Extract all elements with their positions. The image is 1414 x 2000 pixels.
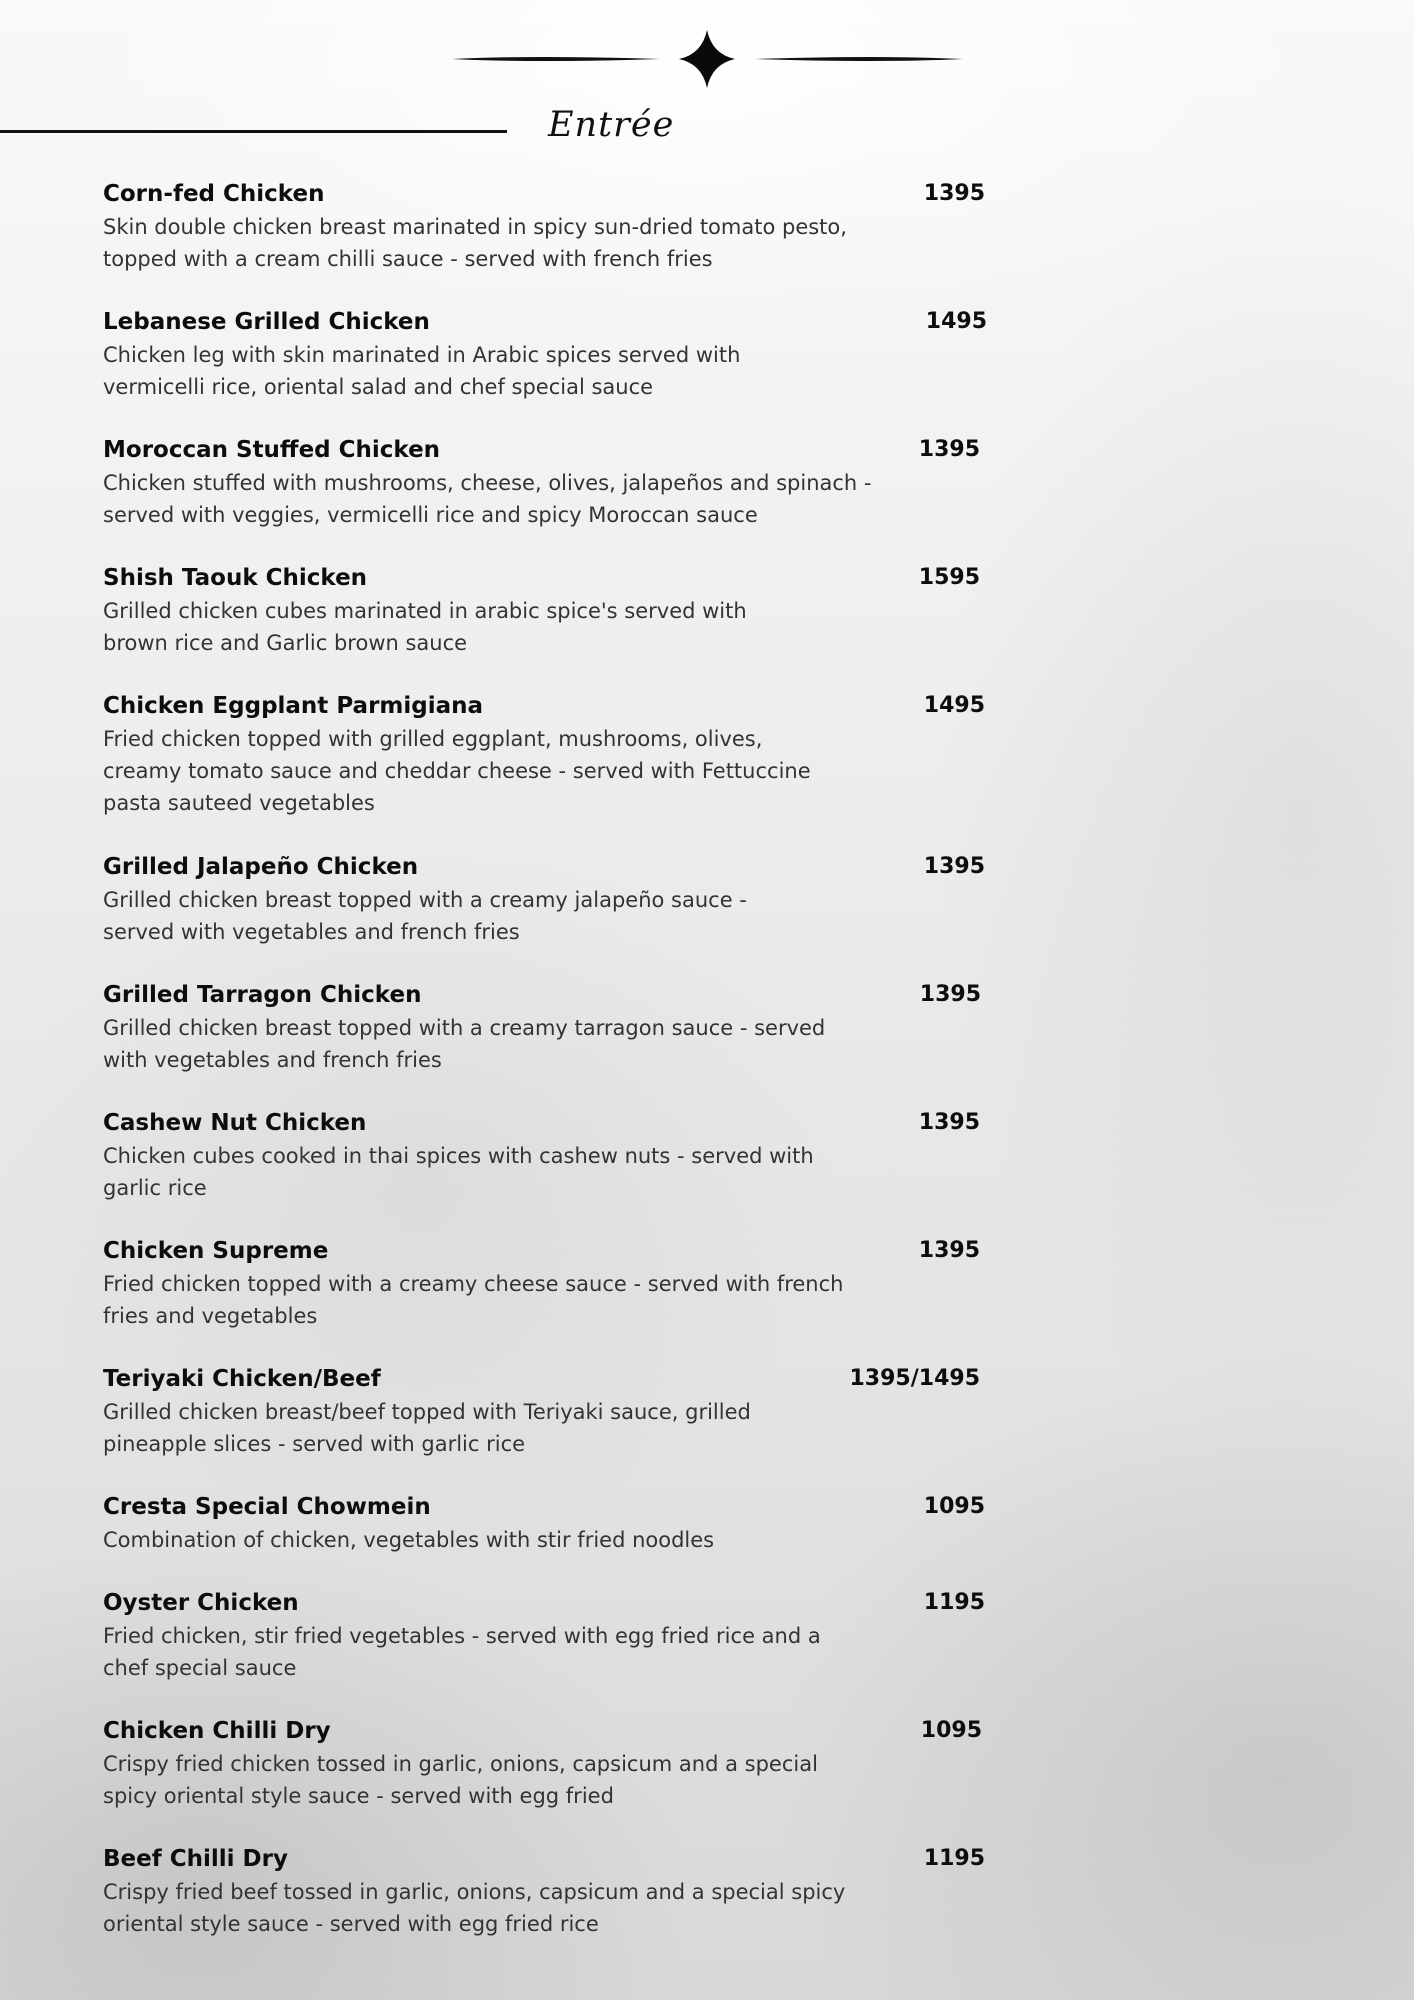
item-price: 1495 bbox=[925, 309, 987, 334]
section-title: Entrée bbox=[548, 105, 675, 145]
item-description: Chicken leg with skin marinated in Arabic spices served with vermicelli rice, oriental salad and chef special sauce bbox=[103, 343, 741, 399]
item-description: Grilled chicken breast/beef topped with Teriyaki sauce, grilled pineapple slices - served with garlic rice bbox=[103, 1400, 751, 1456]
item-price: 1395 bbox=[923, 181, 985, 206]
item-description: Grilled chicken cubes marinated in arabic spice's served with brown rice and Garlic brown sauce bbox=[103, 599, 747, 655]
item-description: Crispy fried beef tossed in garlic, onions, capsicum and a special spicy oriental style sauce - served with egg fried rice bbox=[103, 1880, 846, 1936]
item-price: 1195 bbox=[923, 1590, 985, 1615]
item-name: Beef Chilli Dry bbox=[103, 1846, 288, 1872]
star-ornament-icon bbox=[450, 28, 965, 90]
section-divider-line bbox=[0, 130, 507, 133]
item-price: 1195 bbox=[923, 1846, 985, 1871]
item-name: Grilled Jalapeño Chicken bbox=[103, 854, 419, 880]
item-name: Grilled Tarragon Chicken bbox=[103, 982, 422, 1008]
item-description: Grilled chicken breast topped with a creamy tarragon sauce - served with vegetables and french fries bbox=[103, 1016, 826, 1072]
item-name: Corn-fed Chicken bbox=[103, 181, 325, 207]
item-price: 1395 bbox=[923, 854, 985, 879]
item-name: Cashew Nut Chicken bbox=[103, 1110, 367, 1136]
item-description: Fried chicken, stir fried vegetables - served with egg fried rice and a chef special sauce bbox=[103, 1624, 821, 1680]
item-price: 1495 bbox=[923, 693, 985, 718]
item-price: 1395 bbox=[918, 1110, 980, 1135]
item-description: Chicken stuffed with mushrooms, cheese, olives, jalapeños and spinach - served with veggies, vermicelli rice and spicy Moroccan sauce bbox=[103, 471, 872, 527]
item-name: Chicken Supreme bbox=[103, 1238, 329, 1264]
item-description: Fried chicken topped with grilled eggplant, mushrooms, olives, creamy tomato sauce and cheddar cheese - served with Fettuccine pasta sauteed vegetables bbox=[103, 727, 811, 815]
item-price: 1395 bbox=[918, 1238, 980, 1263]
item-description: Combination of chicken, vegetables with stir fried noodles bbox=[103, 1528, 715, 1552]
item-description: Grilled chicken breast topped with a creamy jalapeño sauce - served with vegetables and french fries bbox=[103, 888, 747, 944]
item-name: Cresta Special Chowmein bbox=[103, 1494, 431, 1520]
item-name: Lebanese Grilled Chicken bbox=[103, 309, 430, 335]
item-price: 1395 bbox=[919, 982, 981, 1007]
item-price: 1595 bbox=[918, 565, 980, 590]
item-description: Fried chicken topped with a creamy cheese sauce - served with french fries and vegetables bbox=[103, 1272, 844, 1328]
item-name: Shish Taouk Chicken bbox=[103, 565, 368, 591]
item-price: 1395/1495 bbox=[849, 1366, 980, 1391]
item-price: 1095 bbox=[920, 1718, 982, 1743]
item-price: 1395 bbox=[918, 437, 980, 462]
item-description: Chicken cubes cooked in thai spices with cashew nuts - served with garlic rice bbox=[103, 1144, 814, 1200]
item-description: Crispy fried chicken tossed in garlic, onions, capsicum and a special spicy oriental style sauce - served with egg fried bbox=[103, 1752, 818, 1808]
item-name: Oyster Chicken bbox=[103, 1590, 299, 1616]
item-name: Moroccan Stuffed Chicken bbox=[103, 437, 441, 463]
item-description: Skin double chicken breast marinated in spicy sun-dried tomato pesto, topped with a cream chilli sauce - served with french fries bbox=[103, 215, 847, 271]
item-name: Teriyaki Chicken/Beef bbox=[103, 1366, 381, 1392]
item-name: Chicken Chilli Dry bbox=[103, 1718, 331, 1744]
item-name: Chicken Eggplant Parmigiana bbox=[103, 693, 484, 719]
item-price: 1095 bbox=[923, 1494, 985, 1519]
